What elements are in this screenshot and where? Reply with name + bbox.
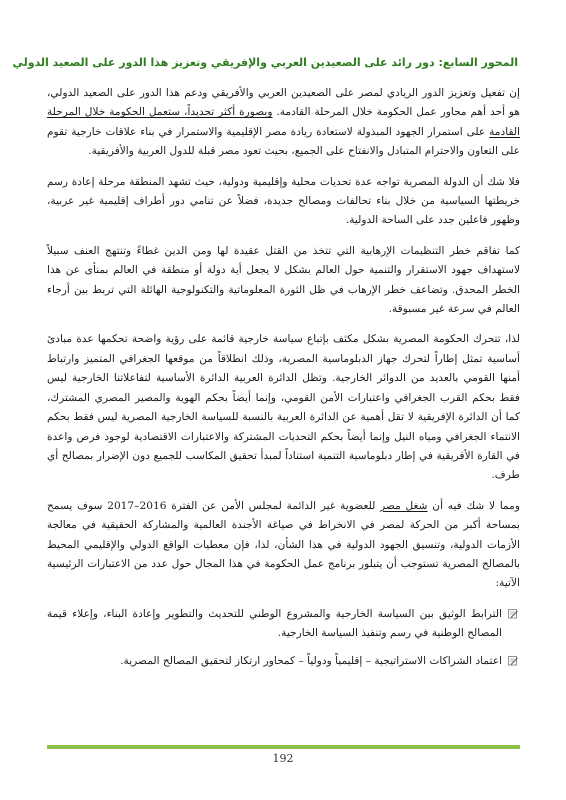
underlined-text: وبصورة أكثر تحديداً، ستعمل الحكومة خلال المرحلة القادمة (47, 106, 520, 138)
paragraph (47, 84, 520, 162)
pencil-note-icon (508, 609, 518, 619)
paragraph-text: إن تفعيل وتعزيز الدور الريادي لمصر على الصعيدين العربي والأفريقي ودعم هذا الدور على الصعيد الدولي، هو أحد أهم محاور عمل الحكومة خلال المرحلة القادمة. (47, 87, 520, 119)
paragraph (47, 497, 520, 594)
bullet-item (47, 652, 520, 671)
section-heading: المحور السابع: دور رائد على الصعيدين العربي والإفريقي وتعزيز هذا الدور على الصعيد الدولي (12, 56, 518, 69)
bullet-item (47, 605, 520, 644)
paragraph-text: فلا شك أن الدولة المصرية تواجه عدة تحديات محلية وإقليمية ودولية، حيث تشهد المنطقة مرحلة إعادة رسم خريطتها السياسية من خلال بناء تحالفات ومصالح جديدة، فضلاً عن تنامي دور أطراف إقليمية غير عربية، وظهور فاعلين جدد على الساحة الدولية. (47, 175, 520, 227)
page-number: 192 (272, 752, 294, 765)
paragraph (47, 330, 520, 485)
pencil-note-icon (508, 656, 518, 666)
bullet-text: الترابط الوثيق بين السياسة الخارجية والمشروع الوطني للتحديث والتطوير وإعادة البناء، وإعلاء قيمة المصالح الوطنية في رسم وتنفيذ السياسة الخارجية. (47, 607, 502, 640)
paragraph (47, 173, 520, 231)
paragraph-text: ومما لا شك فيه أن (427, 499, 520, 512)
paragraph-text: كما تفاقم خطر التنظيمات الإرهابية التي تتخذ من القتل عقيدة لها ومن الدين غطاءً وتنتهج العنف سبيلاً لاستهداف جهود الاستقرار والتنمية حول العالم بشكل لا يجعل أية دولة أو منطقة في العالم بمنأى عن هذا الخطر المحدق. وتضاعف خطر الإرهاب في ظل الثورة المعلوماتية والتكنولوجية الهائلة التي تربط بين أرجاء العالم في سرعة غير مسبوقة. (47, 244, 520, 316)
paragraphs-container (47, 84, 520, 594)
underlined-text: شغل مصر (380, 499, 428, 512)
paragraph-text: لذا، تتحرك الحكومة المصرية بشكل مكثف بإتباع سياسة خارجية قائمة على رؤية واضحة تحكمها عدة مبادئ أساسية تمثل إطاراً لتحرك جهاز الدبلوماسية المصرية، وذلك انطلاقاً من موقعها الجغرافي المتميز وارتباط أمنها القومي بالعديد من الدوائر الخارجية. وتظل الدائرة العربية الدائرة الأساسية لتفاعلاتنا الخارجية ليس فقط بحكم القرب الجغرافي واعتبارات الأمن القومي، وإنما أيضاً بحكم الهوية والمصير المصري المشترك، كما أن الدائرة الإفريقية لا تقل أهمية عن الدائرة العربية بالنسبة للسياسة الخارجية المصرية ليس فقط بحكم الانتماء الجغرافي ومياه النيل وإنما أيضاً بحكم التحديات المشتركة والاعتبارات الاقتصادية لوجود فرص واعدة في القارة الأفريقية في إطار دبلوماسية التنمية استناداً لمبدأ تحقيق المكاسب للجميع دون الإضرار بمصالح أي طرف. (47, 333, 520, 482)
body-text (47, 84, 520, 679)
footer-divider (47, 745, 520, 749)
paragraph (47, 242, 520, 320)
paragraph-text: للعضوية غير الدائمة لمجلس الأمن عن الفترة 2016–2017 سوف يسمح بمساحة أكبر من الحركة لمصر في الانخراط في صياغة الأجندة العالمية والمشاركة الحقيقية في معالجة الأزمات الدولية، وتنسيق الجهود الدولية في هذا الشأن، لذا، فإن معطيات الواقع الدولي والإقليمي المحيط بالمصالح المصرية تستوجب أن يتبلور برنامج عمل الحكومة في هذا المجال حول عدد من الاعتبارات الرئيسية الآتية: (47, 499, 520, 590)
bullet-text: اعتماد الشراكات الاستراتيجية – إقليمياً ودولياً – كمحاور ارتكاز لتحقيق المصالح المصرية. (120, 654, 502, 667)
paragraph-text: على استمرار الجهود المبذولة لاستعادة ريادة مصر الإقليمية والاستمرار في بناء علاقات خارجية تقوم على التعاون والاحترام المتبادل والانفتاح على الجميع، بحيث تعود مصر قبلة للدول العربية والأفريقية. (47, 125, 520, 158)
bullet-list (47, 605, 520, 671)
